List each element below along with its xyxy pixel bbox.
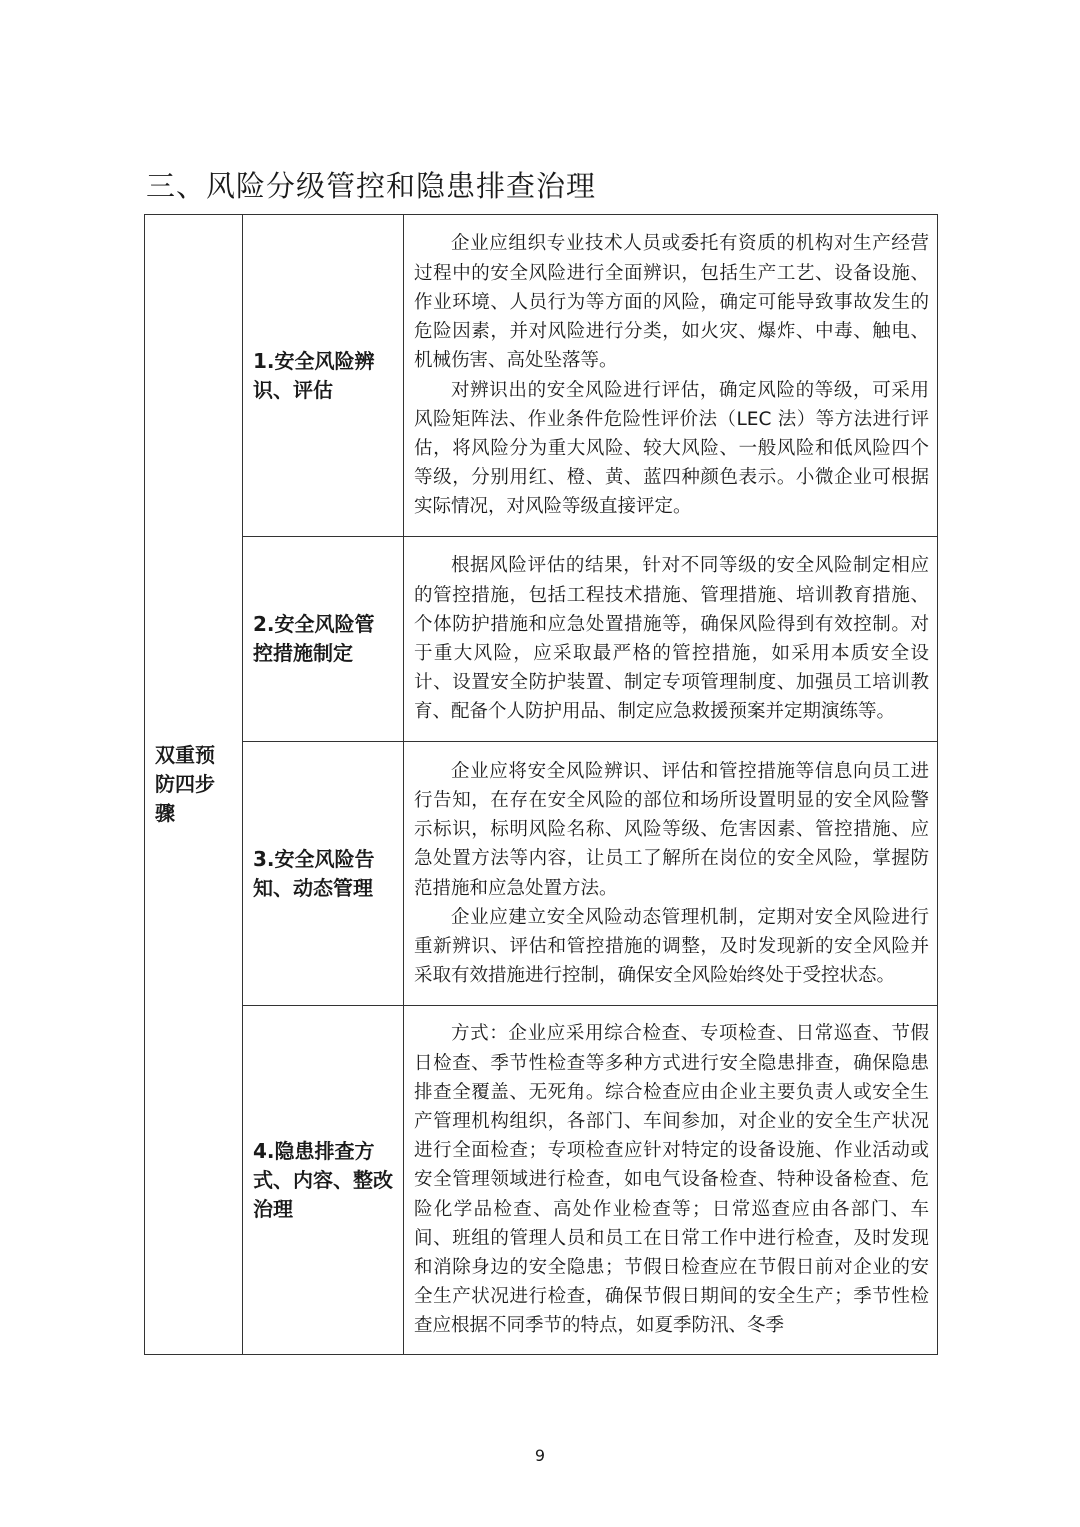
description-paragraph: 方式：企业应采用综合检查、专项检查、日常巡查、节假日检查、季节性检查等多种方式进行安全隐患排查，确保隐患排查全覆盖、无死角。综合检查应由企业主要负责人或安全生产管理机构组织，各部门、车间参加，对企业的安全生产状况进行全面检查；专项检查应针对特定的设备设施、作业活动或安全管理领域进行检查，如电气设备检查、特种设备检查、危险化学品检查、高处作业检查等；日常巡查应由各部门、车间、班组的管理人员和员工在日常工作中进行检查，及时发现和消除身边的安全隐患；节假日检查应在节假日前对企业的安全生产状况进行检查，确保节假日期间的安全生产；季节性检查应根据不同季节的特点，如夏季防汛、冬季 xyxy=(414,1023,929,1337)
description-cell xyxy=(404,215,938,537)
description-paragraph: 对辨识出的安全风险进行评估，确定风险的等级，可采用风险矩阵法、作业条件危险性评价法（LEC 法）等方法进行评估，将风险分为重大风险、较大风险、一般风险和低风险四个等级，分别用红、橙、黄、蓝四种颜色表示。小微企业可根据实际情况，对风险等级直接评定。 xyxy=(414,379,929,518)
description-paragraph: 根据风险评估的结果，针对不同等级的安全风险制定相应的管控措施，包括工程技术措施、管理措施、培训教育措施、个体防护措施和应急处置措施等，确保风险得到有效控制。对于重大风险，应采取最严格的管控措施，如采用本质安全设计、设置安全防护装置、制定专项管理制度、加强员工培训教育、配备个人防护用品、制定应急救援预案并定期演练等。 xyxy=(414,555,929,723)
group-label-cell xyxy=(145,215,243,1355)
description-cell xyxy=(404,742,938,1006)
description-cell xyxy=(404,537,938,742)
table-row xyxy=(145,742,938,1006)
step-label: 1.安全风险辨识、评估 xyxy=(253,348,375,402)
step-cell xyxy=(243,742,404,1006)
dual-prevention-table xyxy=(144,214,938,1355)
group-label: 双重预防四步骤 xyxy=(155,743,215,825)
section-title: 三、风险分级管控和隐患排查治理 xyxy=(146,169,597,203)
table-row xyxy=(145,1006,938,1355)
step-label: 3.安全风险告知、动态管理 xyxy=(253,846,375,900)
description-cell xyxy=(404,1006,938,1355)
table-row xyxy=(145,215,938,537)
step-cell xyxy=(243,215,404,537)
step-label: 2.安全风险管控措施制定 xyxy=(253,612,375,665)
table-row xyxy=(145,537,938,742)
step-label: 4.隐患排查方式、内容、整改治理 xyxy=(253,1138,393,1221)
description-paragraph: 企业应组织专业技术人员或委托有资质的机构对生产经营过程中的安全风险进行全面辨识，包括生产工艺、设备设施、作业环境、人员行为等方面的风险，确定可能导致事故发生的危险因素，并对风险进行分类，如火灾、爆炸、中毒、触电、机械伤害、高处坠落等。 xyxy=(414,233,929,372)
page-number: 9 xyxy=(534,1446,546,1465)
step-cell xyxy=(243,537,404,742)
description-paragraph: 企业应将安全风险辨识、评估和管控措施等信息向员工进行告知，在存在安全风险的部位和场所设置明显的安全风险警示标识，标明风险名称、风险等级、危害因素、管控措施、应急处置方法等内容，让员工了解所在岗位的安全风险，掌握防范措施和应急处置方法。 xyxy=(414,760,929,899)
step-cell xyxy=(243,1006,404,1355)
description-paragraph: 企业应建立安全风险动态管理机制，定期对安全风险进行重新辨识、评估和管控措施的调整，及时发现新的安全风险并采取有效措施进行控制，确保安全风险始终处于受控状态。 xyxy=(414,906,929,987)
